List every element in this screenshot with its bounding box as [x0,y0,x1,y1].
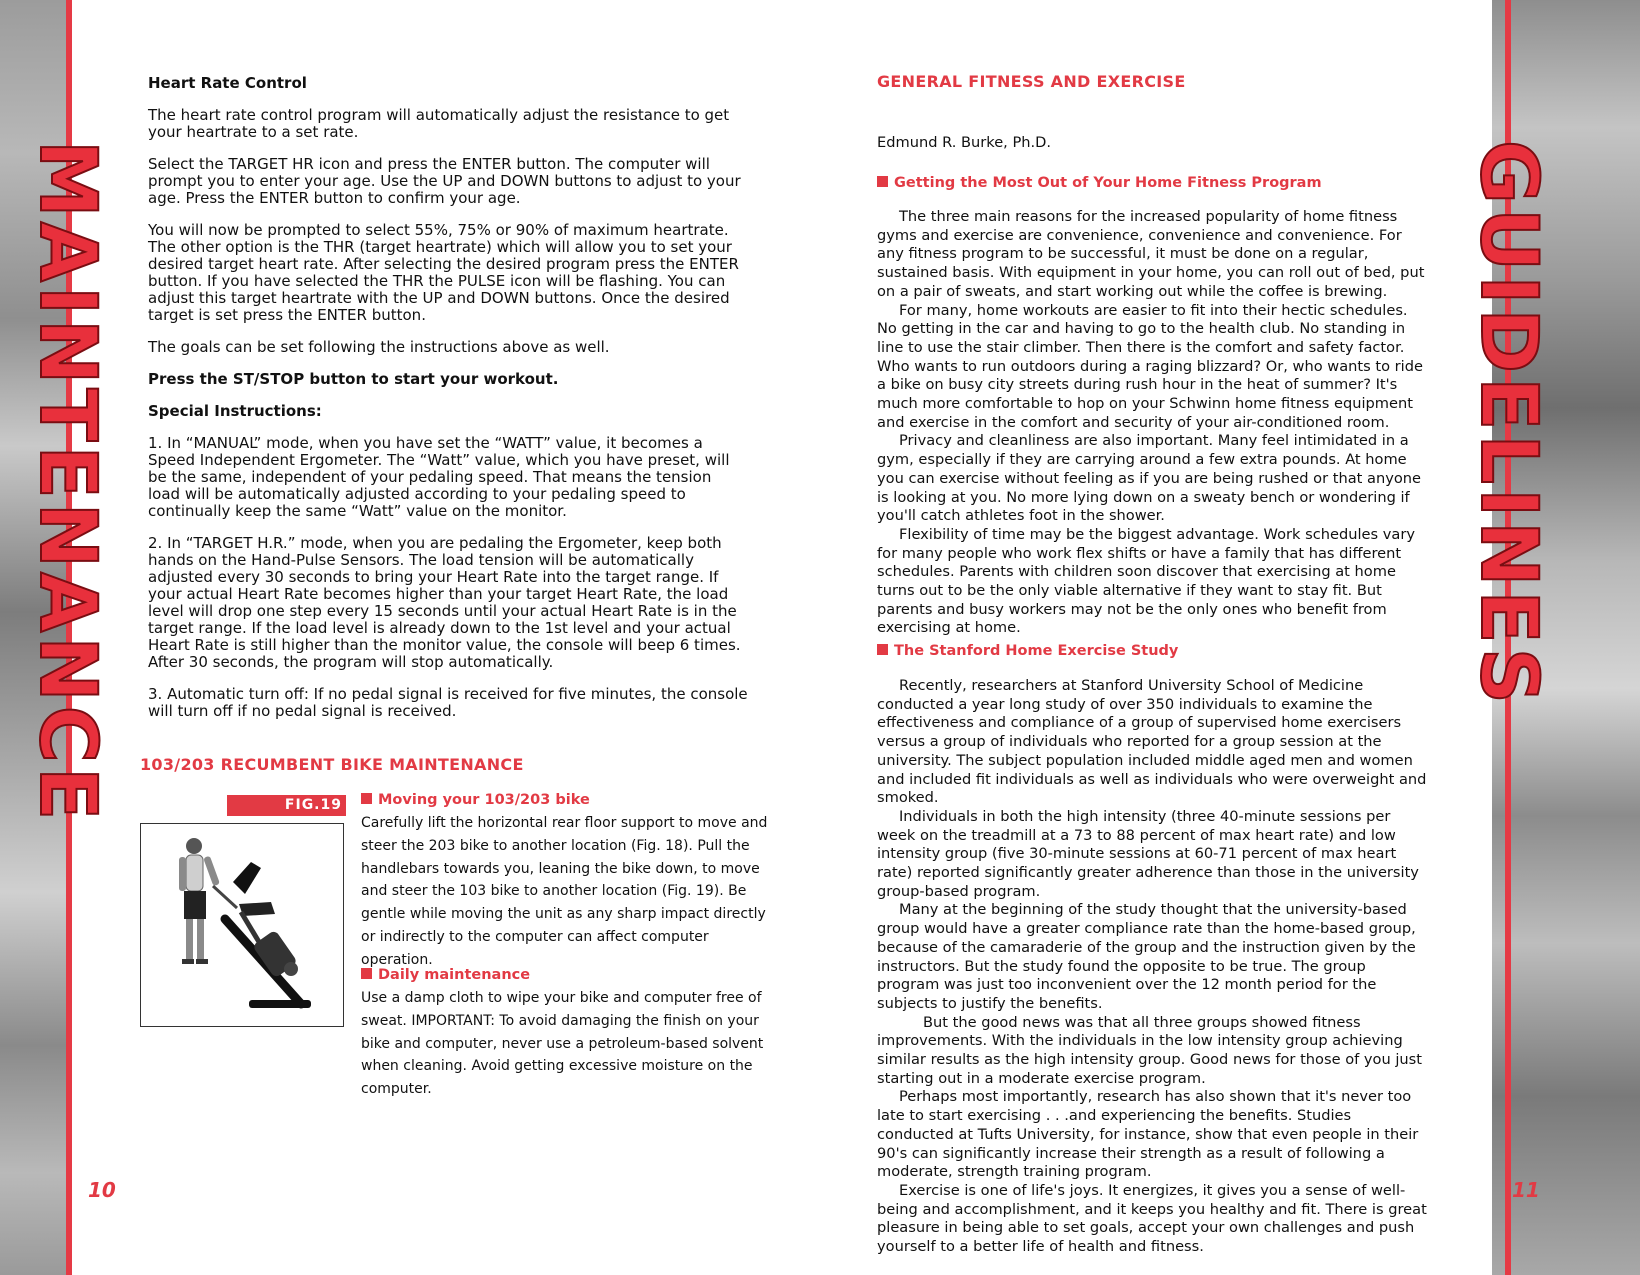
paragraph: The heart rate control program will automatically adjust the resistance to get your heartrate to a set rate. [148,106,730,141]
maintenance-title: 103/203 RECUMBENT BIKE MAINTENANCE [140,755,524,774]
man-with-bike-illustration [141,824,343,1026]
right-side-title: GUIDELINES [1463,140,1553,708]
left-side-title: MAINTENANCE [22,140,112,825]
daily-maintenance-text: Use a damp cloth to wipe your bike and computer free of sweat. IMPORTANT: To avoid damaging the finish on your bike and computer, never use a petroleum-based solvent when cleaning. Avoid getting excessive moisture on the computer. [361,990,764,1098]
paragraph: Recently, researchers at Stanford University School of Medicine conducted a year long study of over 350 individuals to examine the effectiveness and compliance of a group of supervised home exercisers versus a group of individuals who reported for a group session at the university. The subject population included middle aged men and women and included fit individuals as well as individuals who were overweight and smoked. [877,677,1427,807]
daily-maintenance-title [361,967,530,983]
section2-body [877,677,1432,1257]
figure-label: FIG.19 [227,795,346,816]
daily-maintenance-title-text: Daily maintenance [378,967,531,983]
paragraph: Perhaps most importantly, research has also shown that it's never too late to start exercising . . .and experiencing the benefits. Studies conducted at Tufts University, for instance, show that even people in their 90's can significantly increase their strength as a result of following a moderate, strength training program. [877,1088,1419,1181]
special-item: 1. In “MANUAL” mode, when you have set the “WATT” value, it becomes a Speed Independent Ergometer. The “Watt” value, which you have preset, will be the same, independent of your pedaling speed. That means the tension load will be automatically adjusted according to your pedaling speed to continually keep the same “Watt” value on the monitor. [148,434,730,520]
section1-body [877,208,1432,638]
bullet-square-icon [877,176,888,187]
section1-title [877,175,1322,191]
heart-rate-heading: Heart Rate Control [148,74,307,92]
bullet-square-icon [877,644,888,655]
paragraph: Select the TARGET HR icon and press the ENTER button. The computer will prompt you to enter your age. Use the UP and DOWN buttons to adjust to your age. Press the ENTER button to confirm your age. [148,155,741,207]
figure-19-image [140,823,344,1027]
section1-title-text: Getting the Most Out of Your Home Fitness Program [894,175,1322,191]
paragraph: Flexibility of time may be the biggest advantage. Work schedules vary for many people who work flex shifts or have a family that has different schedules. Parents with children soon discover that exercising at home turns out to be the only viable alternative if they want to stay fit. But parents and busy workers may not be the only ones who benefit from exercising at home. [877,525,1415,637]
general-fitness-title: GENERAL FITNESS AND EXERCISE [877,72,1186,91]
left-page-number: 10 [88,1178,116,1202]
section2-title-text: The Stanford Home Exercise Study [894,643,1179,659]
paragraph: Many at the beginning of the study thought that the university-based group would have a greater compliance rate than the home-based group, because of the camaraderie of the group and the instruction given by the instructors. But the study found the opposite to be true. The group program was just too inconvenient over the 12 month period for the subjects to justify the benefits. [877,901,1416,1012]
paragraph: But the good news was that all three groups showed fitness improvements. With the individuals in the low intensity group achieving similar results as the high intensity group. Good news for those of you just starting out in a moderate exercise program. [877,1013,1422,1087]
paragraph: For many, home workouts are easier to fit into their hectic schedules. No getting in the car and having to go to the health club. No standing in line to use the stair climber. Then there is the comfort and safety factor. Who wants to run outdoors during a raging blizzard? Or, who wants to ride a bike on busy city streets during rush hour in the heat of summer? It's much more comfortable to hop on your Schwinn home fitness equipment and exercise in the comfort and security of your air-conditioned room. [877,301,1423,431]
special-item: 2. In “TARGET H.R.” mode, when you are pedaling the Ergometer, keep both hands on the Hand-Pulse Sensors. The load tension will be automatically adjusted every 30 seconds to bring your Heart Rate into the target range. If your actual Heart Rate becomes higher than your target Heart Rate, the load level will drop one step every 15 seconds until your actual Heart Rate is in the target range. If the load level is already down to the 1st level and your actual Heart Rate is still higher than the monitor value, the console will beep 6 times. After 30 seconds, the program will stop automatically. [148,534,741,671]
right-page-number: 11 [1512,1178,1540,1202]
paragraph: Exercise is one of life's joys. It energizes, it gives you a sense of well-being and accomplishment, and it keeps you healthy and fit. There is great pleasure in being able to set goals, accept your own challenges and push yourself to a better life of health and fitness. [877,1181,1427,1256]
paragraph: Individuals in both the high intensity (three 40-minute sessions per week on the treadmill at a 73 to 88 percent of max heart rate) and low intensity group (five 30-minute sessions at 60-71 percent of max heart rate) reported significantly greater adherence than those in the university group-based program. [877,807,1419,900]
moving-bike-text: Carefully lift the horizontal rear floor support to move and steer the 203 bike to another location (Fig. 18). Pull the handlebars towards you, leaning the bike down, to move and steer the 103 bike to another location (Fig. 19). Be gentle while moving the unit as any sharp impact directly or indirectly to the computer can affect computer operation. [361,815,768,968]
section2-title [877,643,1178,659]
special-item: 3. Automatic turn off: If no pedal signal is received for five minutes, the console will turn off if no pedal signal is received. [148,685,748,720]
left-column [148,75,748,735]
paragraph: You will now be prompted to select 55%, 75% or 90% of maximum heartrate. The other option is the THR (target heartrate) which will allow you to set your desired target heart rate. After selecting the desired program press the ENTER button. If you have selected the THR the PULSE icon will be flashing. You can adjust this target heartrate with the UP and DOWN buttons. Once the desired target is set press the ENTER button. [148,221,739,324]
start-note: Press the ST/STOP button to start your workout. [148,370,559,388]
author: Edmund R. Burke, Ph.D. [877,134,1052,151]
special-heading: Special Instructions: [148,402,322,420]
paragraph: The three main reasons for the increased popularity of home fitness gyms and exercise are convenience, convenience and convenience. For any fitness program to be successful, it must be done on a regular, sustained basis. With equipment in your home, you can roll out of bed, put on a pair of sweats, and start working out while the coffee is brewing. [877,208,1425,300]
bullet-square-icon [361,793,372,804]
moving-bike-title [361,792,590,808]
paragraph: The goals can be set following the instructions above as well. [148,338,610,356]
moving-bike-title-text: Moving your 103/203 bike [378,792,590,808]
paragraph: Privacy and cleanliness are also important. Many feel intimidated in a gym, especially if they are carrying around a few extra pounds. At home you can exercise without feeling as if you are being rushed or that anyone is looking at you. No more lying down on a sweaty bench or wondering if you'll catch athletes foot in the shower. [877,432,1422,525]
bullet-square-icon [361,968,372,979]
